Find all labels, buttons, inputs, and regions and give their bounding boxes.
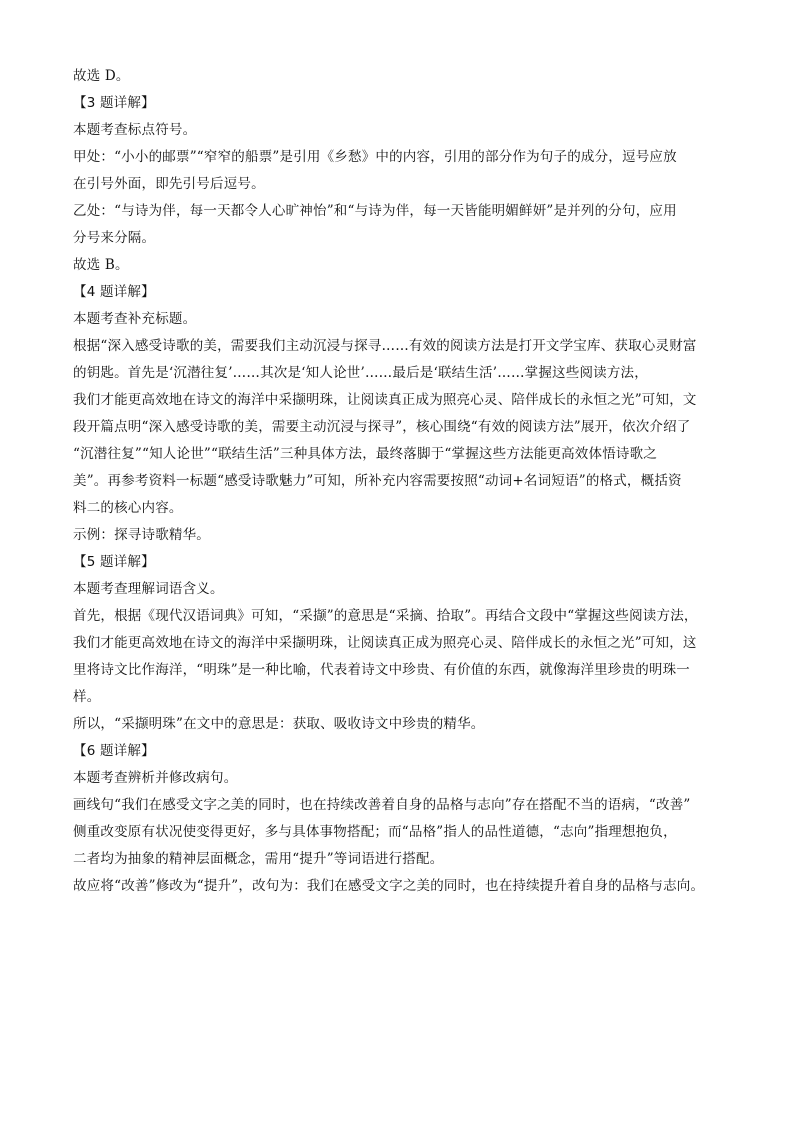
text-line: 所以，“采撷明珠”在文中的意思是：获取、吸收诗文中珍贵的精华。 — [73, 716, 485, 732]
text-line: 侧重改变原有状况使变得更好，多与具体事物搭配；而“品格”指人的品性道德，“志向”指理想抱负， — [73, 824, 677, 840]
section-heading: 【5 题详解】 — [73, 554, 155, 570]
text-line: 故选 D。 — [73, 68, 130, 84]
text-line: 样。 — [73, 689, 101, 705]
text-line: 本题考查理解词语含义。 — [73, 581, 224, 597]
text-line: 我们才能更高效地在诗文的海洋中采撷明珠，让阅读真正成为照亮心灵、陪伴成长的永恒之光”可知，文 — [73, 392, 697, 408]
text-line: 二者均为抽象的精神层面概念，需用“提升”等词语进行搭配。 — [73, 851, 444, 867]
text-line: 故应将“改善”修改为“提升”，改句为：我们在感受文字之美的同时，也在持续提升着自身的品格与志向。 — [73, 878, 705, 894]
text-line: 里将诗文比作海洋，“明珠”是一种比喻，代表着诗文中珍贵、有价值的东西，就像海洋里珍贵的明珠一 — [73, 662, 691, 678]
text-line: “沉潜往复”“知人论世”“联结生活”三种具体方法，最终落脚于“掌握这些方法能更高效体悟诗歌之 — [73, 446, 658, 462]
text-line: 乙处：“与诗为伴，每一天都令人心旷神怡”和“与诗为伴，每一天皆能明媚鲜妍”是并列的分句，应用 — [73, 203, 677, 219]
text-line: 首先，根据《现代汉语词典》可知，“采撷”的意思是“采摘、拾取”。再结合文段中“掌握这些阅读方法， — [73, 608, 698, 624]
text-line: 美”。再参考资料一标题“感受诗歌魅力”可知，所补充内容需要按照“动词+名词短语”的格式，概括资 — [73, 473, 682, 489]
text-line: 画线句“我们在感受文字之美的同时，也在持续改善着自身的品格与志向”存在搭配不当的语病，“改善” — [73, 797, 691, 813]
text-line: 本题考查补充标题。 — [73, 311, 197, 327]
text-line: 段开篇点明“深入感受诗歌的美，需要主动沉浸与探寻”，核心围绕“有效的阅读方法”展开，依次介绍了 — [73, 419, 691, 435]
text-line: 我们才能更高效地在诗文的海洋中采撷明珠，让阅读真正成为照亮心灵、陪伴成长的永恒之光”可知，这 — [73, 635, 697, 651]
section-heading: 【6 题详解】 — [73, 743, 155, 759]
text-line: 甲处：“小小的邮票”“窄窄的船票”是引用《乡愁》中的内容，引用的部分作为句子的成分，逗号应放 — [73, 149, 677, 165]
text-line: 示例：探寻诗歌精华。 — [73, 527, 210, 543]
text-line: 料二的核心内容。 — [73, 500, 183, 516]
text-line: 的钥匙。首先是‘沉潜往复’……其次是‘知人论世’……最后是‘联结生活’……掌握这些阅读方法， — [73, 365, 648, 381]
text-line: 根据“深入感受诗歌的美，需要我们主动沉浸与探寻……有效的阅读方法是打开文学宝库、获取心灵财富 — [73, 338, 697, 354]
section-heading: 【4 题详解】 — [73, 284, 155, 300]
text-line: 在引号外面，即先引号后逗号。 — [73, 176, 265, 192]
section-heading: 【3 题详解】 — [73, 95, 155, 111]
text-line: 分号来分隔。 — [73, 230, 156, 246]
text-line: 故选 B。 — [73, 257, 129, 273]
document-page — [73, 63, 721, 900]
text-line: 本题考查辨析并修改病句。 — [73, 770, 238, 786]
text-line: 本题考查标点符号。 — [73, 122, 197, 138]
